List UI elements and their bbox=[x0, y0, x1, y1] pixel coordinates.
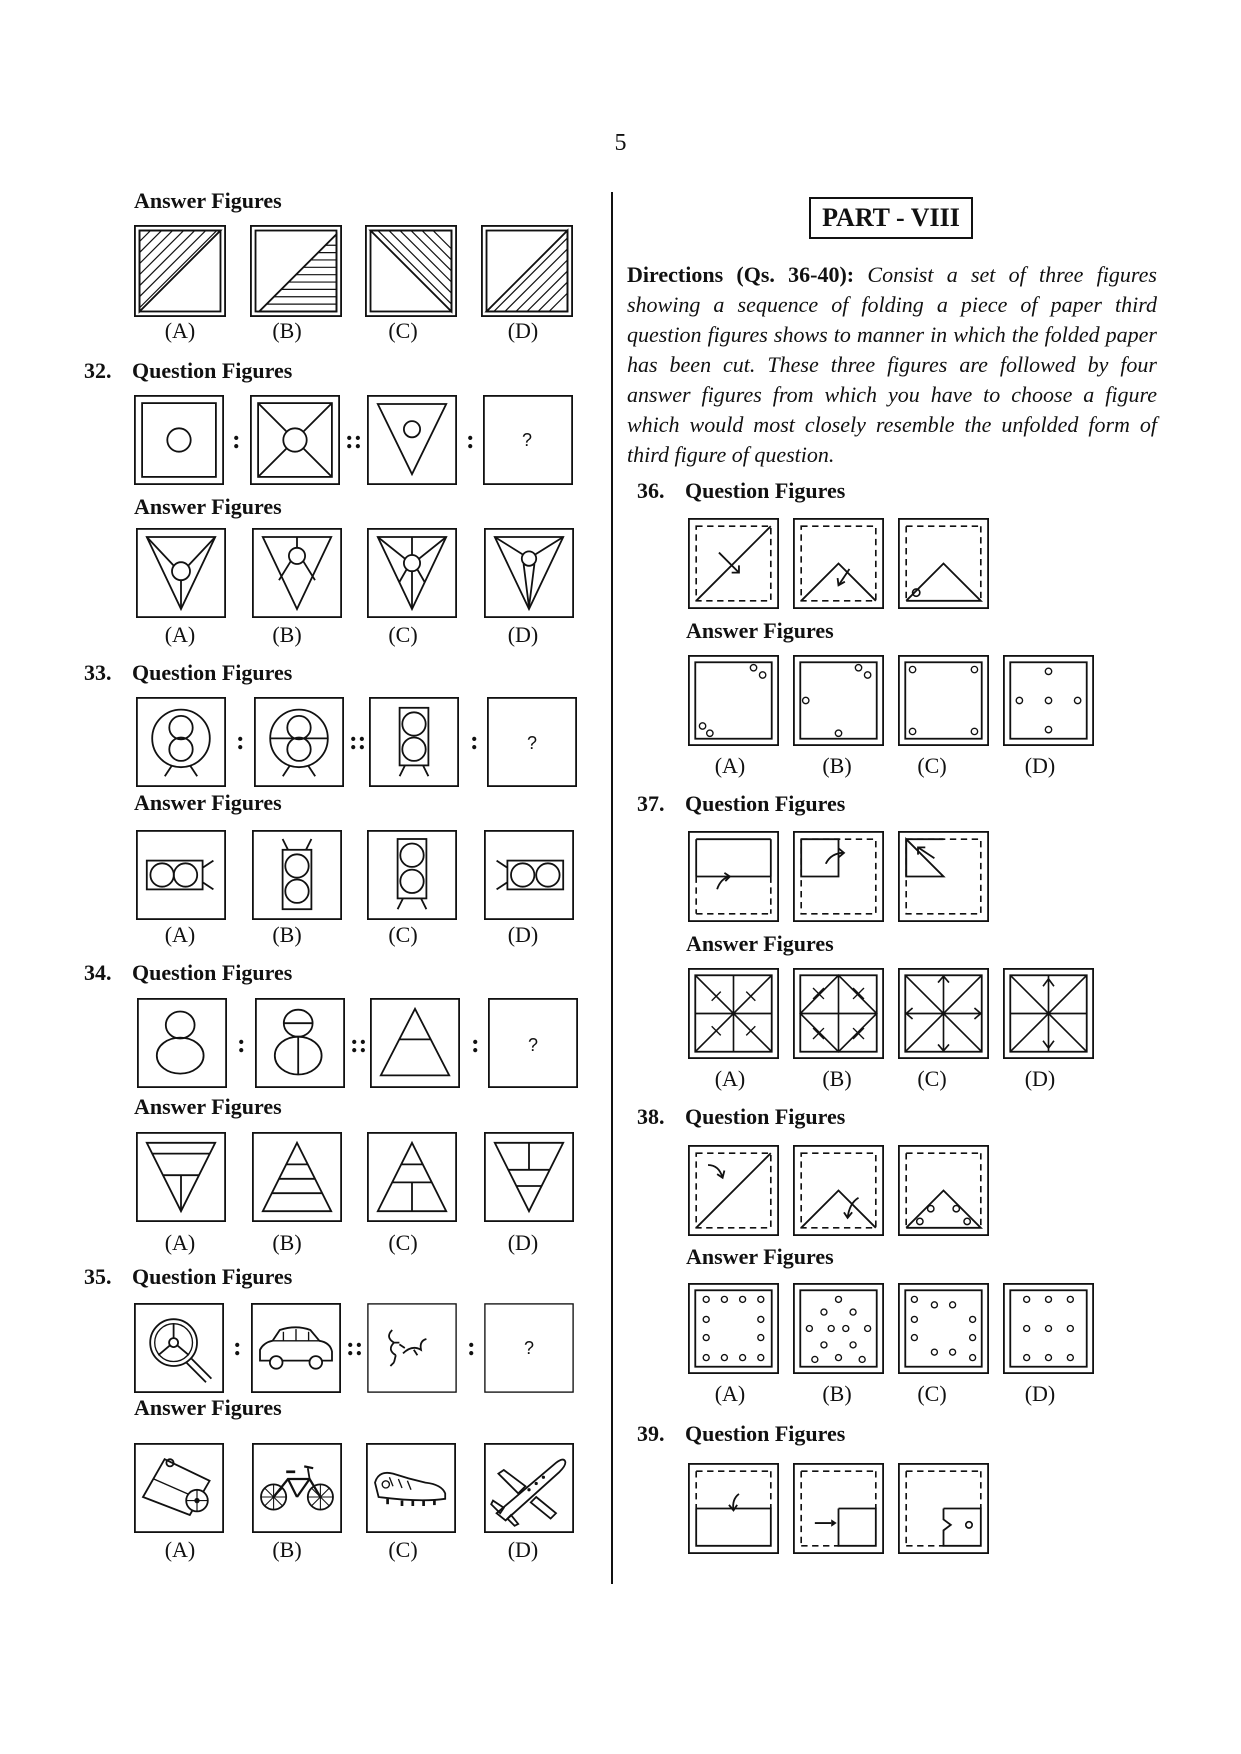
q33-colon-1: : bbox=[236, 726, 245, 755]
q38-option-d-figure bbox=[1003, 1283, 1094, 1374]
q38-option-a-figure bbox=[688, 1283, 779, 1374]
q32-label-d: (D) bbox=[507, 622, 539, 647]
q37-label-b: (B) bbox=[822, 1066, 852, 1091]
q34-option-d-figure bbox=[484, 1132, 574, 1222]
q35-label-b: (B) bbox=[272, 1537, 302, 1562]
q37-option-c-figure bbox=[898, 968, 989, 1059]
q35-question-mark: ? bbox=[524, 1338, 535, 1358]
q33-question-figure-2 bbox=[254, 697, 344, 787]
page-number: 5 bbox=[614, 130, 627, 156]
q34-option-b-figure bbox=[252, 1132, 342, 1222]
q37-heading bbox=[637, 791, 845, 817]
q37-option-b-figure bbox=[793, 968, 884, 1059]
q33-option-a-figure bbox=[136, 830, 226, 920]
q38-heading bbox=[637, 1104, 845, 1130]
q37-answer-figures-heading: Answer Figures bbox=[686, 931, 834, 956]
q34-question-mark: ? bbox=[528, 1035, 539, 1055]
q32-question-figures-label: Question Figures bbox=[132, 358, 293, 383]
q32-option-a-figure bbox=[136, 528, 226, 618]
q37-question-figure-3 bbox=[898, 831, 989, 922]
q34-question-figure-1 bbox=[137, 998, 227, 1088]
q34-number: 34. bbox=[84, 960, 112, 985]
q36-label-b: (B) bbox=[822, 753, 852, 778]
q36-number: 36. bbox=[637, 478, 665, 503]
q33-colon-2: : bbox=[470, 726, 479, 755]
q36-answer-figures-heading: Answer Figures bbox=[686, 618, 834, 643]
q35-number: 35. bbox=[84, 1264, 112, 1289]
q34-label-d: (D) bbox=[507, 1230, 539, 1255]
directions-text: Consist a set of three figures showing a sequence of folding a piece of paper third question figures shows to manner in which the folded paper has been cut. These three figures are followed by four answer figures from which you have to choose a figure which would most closely resemble the unfolded form of third figure of question. bbox=[627, 262, 1157, 467]
q33-label-c: (C) bbox=[388, 922, 418, 947]
q34-question-figure-2 bbox=[255, 998, 345, 1088]
q33-label-a: (A) bbox=[164, 922, 196, 947]
q37-question-figures-label: Question Figures bbox=[685, 791, 846, 816]
column-divider bbox=[611, 192, 613, 1584]
q34-heading bbox=[84, 960, 292, 986]
q33-answer-figures-heading: Answer Figures bbox=[134, 790, 282, 815]
q37-number: 37. bbox=[637, 791, 665, 816]
q35-question-figures-label: Question Figures bbox=[132, 1264, 293, 1289]
q34-option-c-figure bbox=[367, 1132, 457, 1222]
q35-option-c-figure-shoe bbox=[366, 1443, 456, 1533]
q33-option-d-figure bbox=[484, 830, 574, 920]
q33-number: 33. bbox=[84, 660, 112, 685]
q35-heading bbox=[84, 1264, 292, 1290]
q34-colon-2: : bbox=[471, 1029, 480, 1058]
q32-label-c: (C) bbox=[388, 622, 418, 647]
q35-question-figure-1-steering-wheel bbox=[134, 1303, 224, 1393]
q32-heading bbox=[84, 358, 292, 384]
q32-question-figure-1 bbox=[134, 395, 224, 485]
directions-label: Directions (Qs. 36-40): bbox=[627, 262, 855, 287]
q33-question-mark: ? bbox=[527, 733, 538, 753]
q34-double-colon: :: bbox=[350, 1029, 368, 1058]
q35-colon-1: : bbox=[233, 1332, 242, 1361]
q32-colon-2: : bbox=[466, 425, 475, 454]
q31-option-d-figure bbox=[481, 225, 573, 317]
q33-option-b-figure bbox=[252, 830, 342, 920]
q32-option-d-figure bbox=[484, 528, 574, 618]
q34-option-a-figure bbox=[136, 1132, 226, 1222]
q37-label-d: (D) bbox=[1024, 1066, 1056, 1091]
q32-question-mark: ? bbox=[522, 430, 533, 450]
q35-label-c: (C) bbox=[388, 1537, 418, 1562]
q36-heading bbox=[637, 478, 845, 504]
q34-label-b: (B) bbox=[272, 1230, 302, 1255]
q39-number: 39. bbox=[637, 1421, 665, 1446]
q35-question-figure-3-plant bbox=[367, 1303, 457, 1393]
q36-question-figures-label: Question Figures bbox=[685, 478, 846, 503]
q31-label-d: (D) bbox=[507, 318, 539, 343]
q35-label-a: (A) bbox=[164, 1537, 196, 1562]
q33-label-b: (B) bbox=[272, 922, 302, 947]
q37-question-figure-1 bbox=[688, 831, 779, 922]
q32-number: 32. bbox=[84, 358, 112, 383]
q32-double-colon: :: bbox=[345, 425, 363, 454]
q36-option-c-figure bbox=[898, 655, 989, 746]
q38-question-figure-3 bbox=[898, 1145, 989, 1236]
q38-label-b: (B) bbox=[822, 1381, 852, 1406]
q39-question-figure-3 bbox=[898, 1463, 989, 1554]
q34-colon-1: : bbox=[237, 1029, 246, 1058]
q31-option-c-figure bbox=[365, 225, 457, 317]
q35-question-figure-2-car bbox=[251, 1303, 341, 1393]
q32-question-figure-2 bbox=[250, 395, 340, 485]
q36-question-figure-1 bbox=[688, 518, 779, 609]
q36-option-d-figure bbox=[1003, 655, 1094, 746]
q32-answer-figures-heading: Answer Figures bbox=[134, 494, 282, 519]
q32-option-c-figure bbox=[367, 528, 457, 618]
q34-question-figures-label: Question Figures bbox=[132, 960, 293, 985]
q33-question-figure-1 bbox=[136, 697, 226, 787]
q31-option-a-figure bbox=[134, 225, 226, 317]
q37-label-c: (C) bbox=[917, 1066, 947, 1091]
q38-question-figure-1 bbox=[688, 1145, 779, 1236]
q39-question-figures-label: Question Figures bbox=[685, 1421, 846, 1446]
q38-label-c: (C) bbox=[917, 1381, 947, 1406]
q35-double-colon: :: bbox=[346, 1332, 364, 1361]
q39-question-figure-2 bbox=[793, 1463, 884, 1554]
q37-option-d-figure bbox=[1003, 968, 1094, 1059]
q35-option-d-figure-airplane bbox=[484, 1443, 574, 1533]
q33-question-figure-3 bbox=[369, 697, 459, 787]
q38-label-d: (D) bbox=[1024, 1381, 1056, 1406]
q36-label-d: (D) bbox=[1024, 753, 1056, 778]
q37-option-a-figure bbox=[688, 968, 779, 1059]
q33-option-c-figure bbox=[367, 830, 457, 920]
q32-label-b: (B) bbox=[272, 622, 302, 647]
q34-label-a: (A) bbox=[164, 1230, 196, 1255]
q38-option-c-figure bbox=[898, 1283, 989, 1374]
q38-number: 38. bbox=[637, 1104, 665, 1129]
q31-label-c: (C) bbox=[388, 318, 418, 343]
q31-label-b: (B) bbox=[272, 318, 302, 343]
q32-question-figure-3 bbox=[367, 395, 457, 485]
q31-label-a: (A) bbox=[164, 318, 196, 343]
q38-label-a: (A) bbox=[714, 1381, 746, 1406]
q31-option-b-figure bbox=[250, 225, 342, 317]
q37-question-figure-2 bbox=[793, 831, 884, 922]
directions-paragraph bbox=[627, 260, 1157, 470]
q39-question-figure-1 bbox=[688, 1463, 779, 1554]
q33-double-colon: :: bbox=[349, 726, 367, 755]
q35-label-d: (D) bbox=[507, 1537, 539, 1562]
q38-question-figures-label: Question Figures bbox=[685, 1104, 846, 1129]
q32-label-a: (A) bbox=[164, 622, 196, 647]
q33-label-d: (D) bbox=[507, 922, 539, 947]
q32-colon-1: : bbox=[232, 425, 241, 454]
q38-answer-figures-heading: Answer Figures bbox=[686, 1244, 834, 1269]
q38-option-b-figure bbox=[793, 1283, 884, 1374]
q36-option-b-figure bbox=[793, 655, 884, 746]
q36-question-figure-2 bbox=[793, 518, 884, 609]
q34-answer-figures-heading: Answer Figures bbox=[134, 1094, 282, 1119]
q38-question-figure-2 bbox=[793, 1145, 884, 1236]
q35-option-b-figure-bicycle bbox=[252, 1443, 342, 1533]
q33-question-figures-label: Question Figures bbox=[132, 660, 293, 685]
q36-question-figure-3 bbox=[898, 518, 989, 609]
q31-answer-figures-heading: Answer Figures bbox=[134, 188, 282, 213]
q35-option-a-figure-cart bbox=[134, 1443, 224, 1533]
q36-option-a-figure bbox=[688, 655, 779, 746]
q32-option-b-figure bbox=[252, 528, 342, 618]
q35-answer-figures-heading: Answer Figures bbox=[134, 1395, 282, 1420]
q34-label-c: (C) bbox=[388, 1230, 418, 1255]
q37-label-a: (A) bbox=[714, 1066, 746, 1091]
q36-label-a: (A) bbox=[714, 753, 746, 778]
q36-label-c: (C) bbox=[917, 753, 947, 778]
q34-question-figure-3 bbox=[370, 998, 460, 1088]
q33-heading bbox=[84, 660, 292, 686]
q35-colon-2: : bbox=[467, 1332, 476, 1361]
part-title: PART - VIII bbox=[809, 197, 973, 239]
q39-heading bbox=[637, 1421, 845, 1447]
